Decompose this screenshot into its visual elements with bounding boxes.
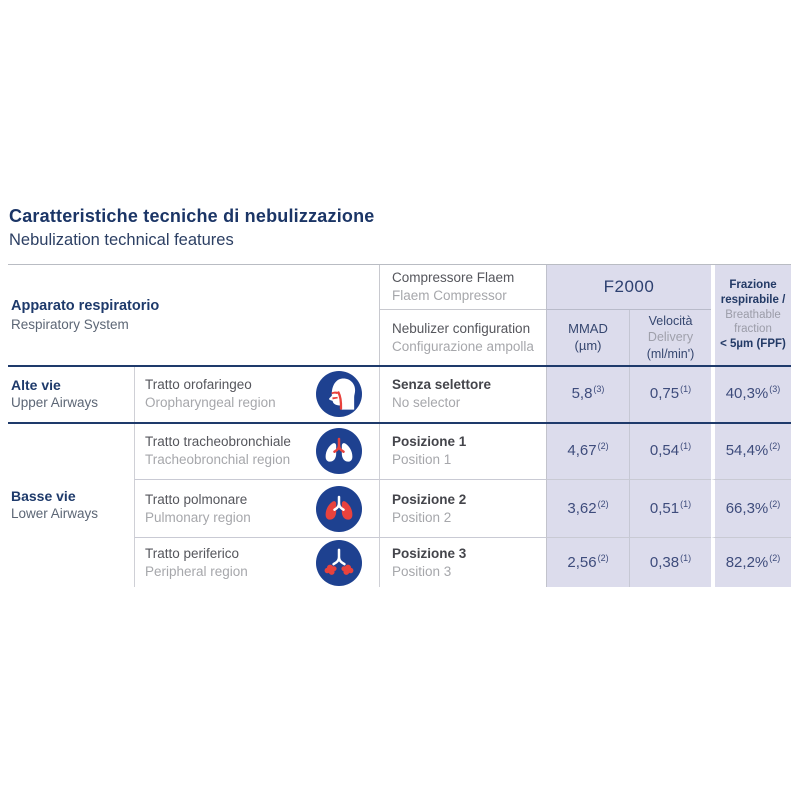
config-value-en: Position 1	[392, 451, 452, 467]
velocity-value: 0,75	[649, 384, 680, 402]
model-header	[546, 265, 711, 310]
velocity-value: 0,51	[649, 499, 680, 517]
config-value-it: Senza selettore	[392, 376, 492, 392]
model-name: F2000	[603, 276, 655, 296]
velocity-label-en: Delivery	[647, 330, 694, 345]
fraction-value-cell	[711, 479, 791, 537]
fraction-value: 40,3%	[725, 384, 769, 402]
mmad-value: 2,56	[567, 553, 597, 571]
respiratory-system-label-it: Apparato respiratorio	[11, 297, 160, 314]
config-value-it: Posizione 1	[392, 433, 467, 449]
upper-airways-label-en: Upper Airways	[11, 394, 99, 410]
mmad-value-cell	[546, 365, 629, 422]
region-label-en: Oropharyngeal region	[145, 394, 276, 410]
config-label-en: Nebulizer configuration	[392, 320, 531, 336]
mmad-value: 4,67	[567, 441, 597, 459]
breathable-fraction-column-header	[711, 265, 791, 365]
mmad-label: MMAD	[568, 320, 608, 336]
pulmonary-region-icon	[316, 486, 362, 532]
mmad-footnote: (2)	[597, 498, 609, 509]
config-value-en: Position 2	[392, 509, 452, 525]
table-row-region	[134, 365, 379, 422]
lower-airways-label-en: Lower Airways	[11, 505, 99, 521]
config-value-it: Posizione 2	[392, 491, 467, 507]
respiratory-system-header	[8, 265, 379, 365]
velocity-footnote: (1)	[680, 440, 692, 451]
config-label-it: Configurazione ampolla	[392, 338, 534, 354]
table-row-region	[134, 479, 379, 537]
table-row-config	[379, 365, 546, 422]
velocity-label-it: Velocità	[648, 314, 693, 329]
fraction-footnote: (3)	[769, 383, 781, 394]
velocity-value-cell	[629, 422, 711, 479]
fraction-footnote: (2)	[769, 552, 781, 563]
mmad-footnote: (3)	[593, 383, 605, 394]
region-label-en: Tracheobronchial region	[145, 451, 291, 467]
peripheral-region-icon	[316, 540, 362, 586]
velocity-column-header	[629, 310, 711, 365]
mmad-footnote: (2)	[597, 552, 609, 563]
fraction-label-en: Breathable fraction	[725, 308, 781, 336]
fraction-label-it: Frazione respirabile /	[720, 278, 786, 306]
mmad-footnote: (2)	[597, 440, 609, 451]
lower-airways-group	[8, 422, 134, 587]
mmad-value: 3,62	[567, 499, 597, 517]
upper-lower-divider	[8, 422, 791, 424]
region-label-en: Pulmonary region	[145, 509, 251, 525]
table-row-config	[379, 479, 546, 537]
velocity-footnote: (1)	[680, 552, 692, 563]
mmad-value: 5,8	[571, 384, 593, 402]
table-row-region	[134, 537, 379, 587]
velocity-value-cell	[629, 365, 711, 422]
mmad-unit: (µm)	[574, 337, 602, 353]
fraction-value: 54,4%	[725, 441, 769, 459]
region-label-it: Tratto periferico	[145, 545, 240, 561]
nebulizer-configuration-header	[379, 310, 546, 365]
page-title: Caratteristiche tecniche di nebulizzazione	[9, 206, 375, 226]
compressor-header	[379, 265, 546, 310]
region-label-en: Peripheral region	[145, 563, 248, 579]
fraction-value-cell	[711, 422, 791, 479]
respiratory-system-label-en: Respiratory System	[11, 316, 129, 332]
fraction-footnote: (2)	[769, 440, 781, 451]
table-row-region	[134, 422, 379, 479]
mmad-value-cell	[546, 537, 629, 587]
region-label-it: Tratto orofaringeo	[145, 376, 252, 392]
fraction-value-cell	[711, 537, 791, 587]
lower-airways-label-it: Basse vie	[11, 487, 76, 504]
fraction-footnote: (2)	[769, 498, 781, 509]
velocity-value-cell	[629, 537, 711, 587]
nebulization-spec-table	[8, 264, 791, 587]
velocity-value: 0,54	[649, 441, 680, 459]
table-row-config	[379, 537, 546, 587]
fraction-value: 66,3%	[725, 499, 769, 517]
velocity-unit: (ml/min')	[646, 346, 695, 361]
oropharyngeal-region-icon	[316, 371, 362, 417]
compressor-label-it: Compressore Flaem	[392, 270, 515, 286]
config-value-en: Position 3	[392, 563, 452, 579]
tracheobronchial-region-icon	[316, 428, 362, 474]
fraction-value-cell	[711, 365, 791, 422]
region-label-it: Tratto tracheobronchiale	[145, 433, 291, 449]
velocity-value-cell	[629, 479, 711, 537]
velocity-footnote: (1)	[680, 383, 692, 394]
upper-airways-group	[8, 365, 134, 422]
header-body-divider	[8, 365, 791, 367]
velocity-footnote: (1)	[680, 498, 692, 509]
page-subtitle: Nebulization technical features	[9, 231, 234, 249]
config-value-it: Posizione 3	[392, 545, 467, 561]
mmad-value-cell	[546, 422, 629, 479]
fraction-unit: < 5µm (FPF)	[720, 338, 786, 351]
compressor-label-en: Flaem Compressor	[392, 288, 507, 303]
region-label-it: Tratto polmonare	[145, 491, 248, 507]
mmad-value-cell	[546, 479, 629, 537]
table-row-config	[379, 422, 546, 479]
velocity-value: 0,38	[649, 553, 680, 571]
config-value-en: No selector	[392, 394, 461, 410]
fraction-value: 82,2%	[725, 553, 769, 571]
mmad-column-header	[546, 310, 629, 365]
upper-airways-label-it: Alte vie	[11, 376, 61, 393]
